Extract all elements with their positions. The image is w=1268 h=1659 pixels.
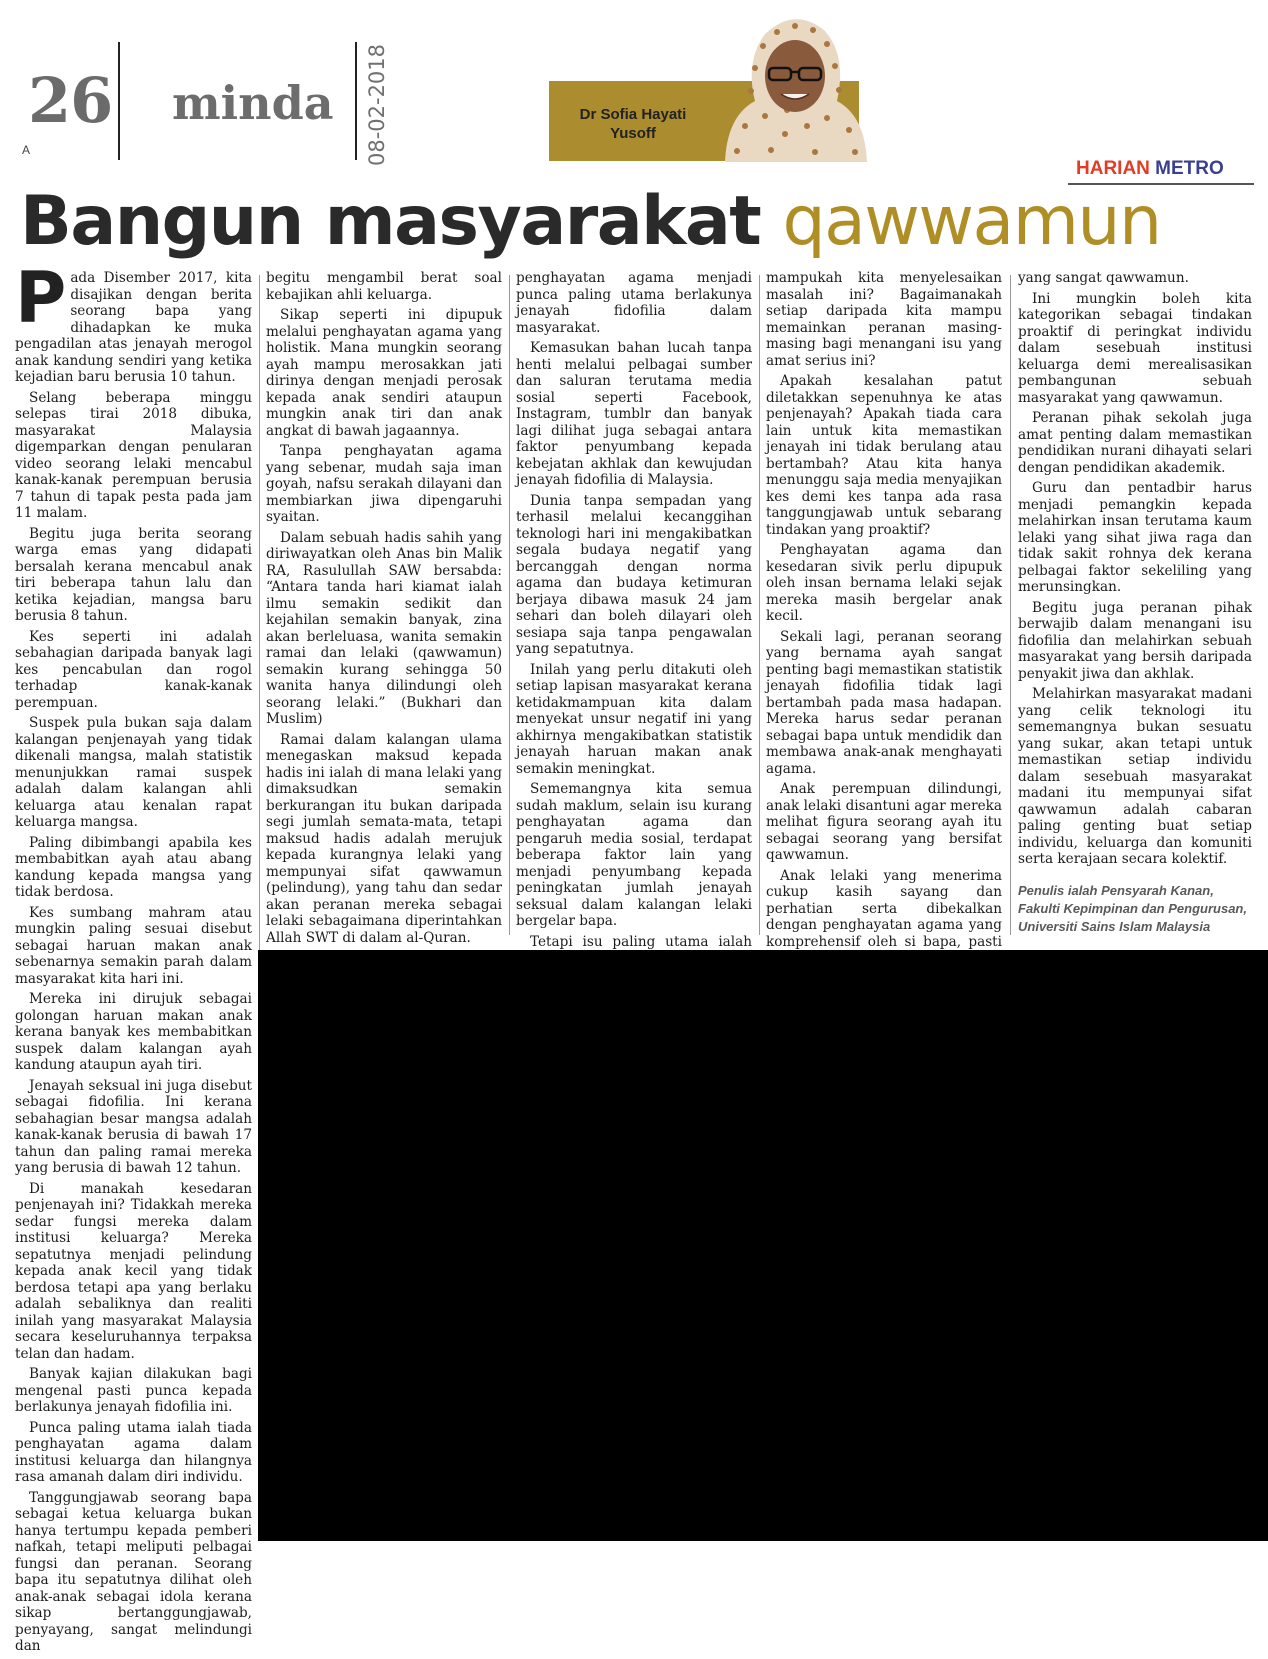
article-paragraph <box>15 257 252 386</box>
paragraph-text: ada Disember 2017, kita disajikan dengan berita seorang bapa yang dihadapkan ke muka pengadilan atas jenayah merogol anak kandung sendiri yang ketika kejadian baru berusia 10 tahun. <box>15 270 252 385</box>
article-column-3 <box>516 270 752 971</box>
header-divider <box>355 42 357 160</box>
article-paragraph: Banyak kajian dilakukan bagi mengenal pasti punca kepada berlakunya jenayah fidofilia ini. <box>15 1366 252 1415</box>
publication-date: 08-02-2018 <box>365 43 389 167</box>
date-box <box>360 40 394 170</box>
edition-letter: A <box>22 143 31 157</box>
article-paragraph: Inilah yang perlu ditakuti oleh setiap lapisan masyarakat kerana ketidakmampuan kita dalam menyekat unsur negatif ini yang akhirnya mengakibatkan statistik jenayah haruan makan anak semakin meningkat. <box>516 661 752 777</box>
article-paragraph: Begitu juga peranan pihak berwajib dalam menangani isu fidofilia dan melahirkan sebuah masyarakat yang bersih daripada penyakit jiwa dan akhlak. <box>1018 599 1252 682</box>
article-paragraph: Begitu juga berita seorang warga emas yang didapati bersalah kerana mencabul anak tiri beberapa tahun lalu dan ketika kejadian, mangsa baru berusia 8 tahun. <box>15 525 252 624</box>
article-paragraph: Dunia tanpa sempadan yang terhasil melalui kecanggihan teknologi hari ini mengakibatkan segala budaya negatif yang bercanggah dengan norma agama dan budaya ketimuran berjaya dibawa masuk 24 jam sehari dan boleh dilayari oleh sesiapa saja tanpa pengawalan yang sepatutnya. <box>516 492 752 657</box>
header-divider <box>118 42 120 160</box>
section-title: minda <box>172 76 334 130</box>
blacked-out-area <box>258 950 1268 1541</box>
article-paragraph: Apakah kesalahan patut diletakkan sepenuhnya ke atas penjenayah? Apakah tiada cara lain untuk kita memastikan jenayah ini tidak berulang atau bertambah? Atau kita hanya menunggu saja media menyajikan kes demi kes tanpa ada rasa tanggungjawab untuk sebarang tindakan yang proaktif? <box>766 373 1002 538</box>
author-note: Penulis ialah Pensyarah Kanan, Fakulti Kepimpinan dan Pengurusan, Universiti Sains Islam Malaysia <box>1018 882 1247 934</box>
article-paragraph: Paling dibimbangi apabila kes membabitkan ayah atau abang kandung kepada mangsa yang tidak berdosa. <box>15 834 252 900</box>
article-paragraph: Suspek pula bukan saja dalam kalangan penjenayah yang tidak dikenali mangsa, malah statistik menunjukkan ramai suspek adalah dalam kalangan ahli keluarga atau kenalan rapat keluarga mangsa. <box>15 715 252 830</box>
article-paragraph: Sekali lagi, peranan seorang yang bernama ayah sangat penting bagi memastikan statistik jenayah fidofilia tidak lagi bertambah pada masa hadapan. Mereka harus sedar peranan sebagai bapa untuk mendidik dan membawa anak-anak menghayati agama. <box>766 628 1002 777</box>
headline-main: Bangun masyarakat <box>20 182 761 261</box>
article-paragraph: Mereka ini dirujuk sebagai golongan haruan makan anak kerana banyak kes membabitkan suspek dalam kalangan ayah kandung ataupun ayah tiri. <box>15 991 252 1073</box>
article-paragraph: Sikap seperti ini dipupuk melalui penghayatan agama yang holistik. Mana mungkin seorang ayah mampu merosakkan jati dirinya dengan menjadi perosak kepada anak sendiri ataupun mungkin anak tiri dan anak angkat di bawah jagaannya. <box>266 307 502 439</box>
masthead-logo <box>1076 158 1224 180</box>
headline <box>20 182 1161 262</box>
article-paragraph: Anak lelaki yang menerima cukup kasih sayang dan perhatian serta dibekalkan dengan penghayatan agama yang komprehensif oleh si bapa, pasti <box>766 867 1002 950</box>
article-paragraph: Kes sumbang mahram atau mungkin paling sesuai disebut sebagai haruan makan anak sebenarnya semakin parah dalam masyarakat kita hari ini. <box>15 904 252 987</box>
article-paragraph: Jenayah seksual ini juga disebut sebagai fidofilia. Ini kerana sebahagian besar mangsa adalah kanak-kanak berusia di bawah 17 tahun dan paling ramai mereka yang berusia di bawah 12 tahun. <box>15 1077 252 1176</box>
article-paragraph: Tanpa penghayatan agama yang sebenar, mudah saja iman goyah, nafsu serakah dilayani dan membiarkan jiwa dipengaruhi syaitan. <box>266 443 502 525</box>
article-paragraph: Melahirkan masyarakat madani yang celik teknologi itu sememangnya bukan sesuatu yang sukar, akan tetapi untuk memastikan setiap individu dalam sesebuah masyarakat madani itu mempunyai sifat qawwamun adalah cabaran paling genting buat setiap individu, keluarga dan komuniti serta kerajaan secara kolektif. <box>1018 686 1252 867</box>
article-paragraph: Di manakah kesedaran penjenayah ini? Tidakkah mereka sedar fungsi mereka dalam institusi keluarga? Mereka sepatutnya menjadi pelindung kepada anak kecil yang tidak berdosa tetapi apa yang berlaku adalah sebaliknya dan realiti inilah yang masyarakat Malaysia secara keseluruhannya terpaksa telan dan hadam. <box>15 1180 252 1362</box>
column-divider <box>759 275 760 935</box>
author-name-line: Dr Sofia Hayati <box>579 106 687 123</box>
article-paragraph: Selang beberapa minggu selepas tirai 2018 dibuka, masyarakat Malaysia digemparkan dengan penularan video seorang lelaki mencabul kanak-kanak perempuan berusia 7 tahun di tapak pesta pada jam 11 malam. <box>15 389 252 521</box>
article-paragraph: Kemasukan bahan lucah tanpa henti melalui pelbagai sumber dan saluran terutama media sosial seperti Facebook, Instagram, tumblr dan banyak lagi dilihat juga sebagai antara faktor penyumbang kepada kebejatan akhlak dan kewujudan jenayah fidofilia di Malaysia. <box>516 340 752 488</box>
article-paragraph: Kes seperti ini adalah sebahagian daripada banyak lagi kes pencabulan dan rogol terhadap kanak-kanak perempuan. <box>15 628 252 711</box>
author-name-line: Yusoff <box>610 125 656 142</box>
article-paragraph: Penghayatan agama dan kesedaran sivik perlu dipupuk oleh insan bernama lelaki sejak mereka masih bergelar anak kecil. <box>766 542 1002 624</box>
article-paragraph: Tanggungjawab seorang bapa sebagai ketua keluarga bukan hanya tertumpu kepada pemberi nafkah, tetapi meliputi pelbagai fungsi dan peranan. Seorang bapa itu sepatutnya dilihat oleh anak-anak sebagai idola kerana sikap bertanggungjawab, penyayang, sangat melindungi dan <box>15 1489 252 1654</box>
drop-cap: P <box>15 257 67 339</box>
article-paragraph: Peranan pihak sekolah juga amat penting dalam memastikan pendidikan nurani dihayati selari dengan pendidikan akademik. <box>1018 410 1252 476</box>
author-name <box>549 105 717 143</box>
article-paragraph: begitu mengambil berat soal kebajikan ahli keluarga. <box>266 270 502 303</box>
column-divider <box>509 275 510 935</box>
article-paragraph: Ini mungkin boleh kita kategorikan sebagai tindakan proaktif di peringkat individu dalam sesebuah institusi keluarga demi merealisasikan pembangunan sebuah masyarakat yang qawwamun. <box>1018 290 1252 406</box>
article-paragraph: Anak perempuan dilindungi, anak lelaki disantuni agar mereka melihat figura seorang ayah itu sebagai seorang yang bersifat qawwamun. <box>766 781 1002 863</box>
article-paragraph: Ramai dalam kalangan ulama menegaskan maksud kepada hadis ini ialah di mana lelaki yang dimaksudkan semakin berkurangan itu bukan daripada segi jumlah semata-mata, tetapi maksud hadis adalah merujuk kepada kurangnya lelaki yang mempunyai sifat qawwamun (pelindung), yang tahu dan sedar akan peranan mereka sebagai lelaki sebagaimana diperintahkan Allah SWT di dalam al-Quran. <box>266 731 502 946</box>
article-column-2 <box>266 270 502 971</box>
article-column-1 <box>15 257 252 1659</box>
article-paragraph: penghayatan agama menjadi punca paling utama berlakunya jenayah fidofilia dalam masyarakat. <box>516 270 752 336</box>
masthead-word: METRO <box>1155 158 1224 179</box>
column-divider <box>1010 275 1011 935</box>
article-paragraph: Guru dan pentadbir harus menjadi pemangkin kepada melahirkan insan terutama kaum lelaki yang sihat jiwa raga dan tidak sakit rohnya dek kerana pelbagai faktor sekeliling yang merunsingkan. <box>1018 480 1252 595</box>
article-paragraph: Tetapi isu paling utama ialah <box>530 933 752 950</box>
page-number: 26 <box>28 64 113 137</box>
article-paragraph: Punca paling utama ialah tiada penghayatan agama dalam institusi keluarga dan hilangnya rasa amanah dalam diri individu. <box>15 1419 252 1485</box>
article-paragraph: yang sangat qawwamun. <box>1018 270 1189 286</box>
article-paragraph: mampukah kita menyelesaikan masalah ini? Bagaimanakah setiap daripada kita mampu memainkan peranan masing-masing bagi menangani isu yang amat serius ini? <box>766 270 1002 369</box>
masthead-word: HARIAN <box>1076 158 1150 179</box>
article-paragraph: Sememangnya kita semua sudah maklum, selain isu kurang penghayatan agama dan pengaruh media sosial, terdapat beberapa faktor lain yang menjadi penyumbang kepada peningkatan jumlah jenayah seksual dalam kalangan lelaki bergelar bapa. <box>516 781 752 929</box>
article-paragraph: Dalam sebuah hadis sahih yang diriwayatkan oleh Anas bin Malik RA, Rasulullah SAW bersabda: “Antara tanda hari kiamat ialah ilmu semakin sedikit dan kejahilan semakin banyak, zina akan berleluasa, wanita semakin ramai dan lelaki (qawwamun) semakin kurang sehingga 50 wanita hanya dilindungi oleh seorang lelaki.” (Bukhari dan Muslim) <box>266 529 502 727</box>
headline-accent: qawwamun <box>782 182 1161 261</box>
article-column-4 <box>766 270 1002 987</box>
article-column-5 <box>1018 270 1252 940</box>
author-photo <box>715 6 875 162</box>
